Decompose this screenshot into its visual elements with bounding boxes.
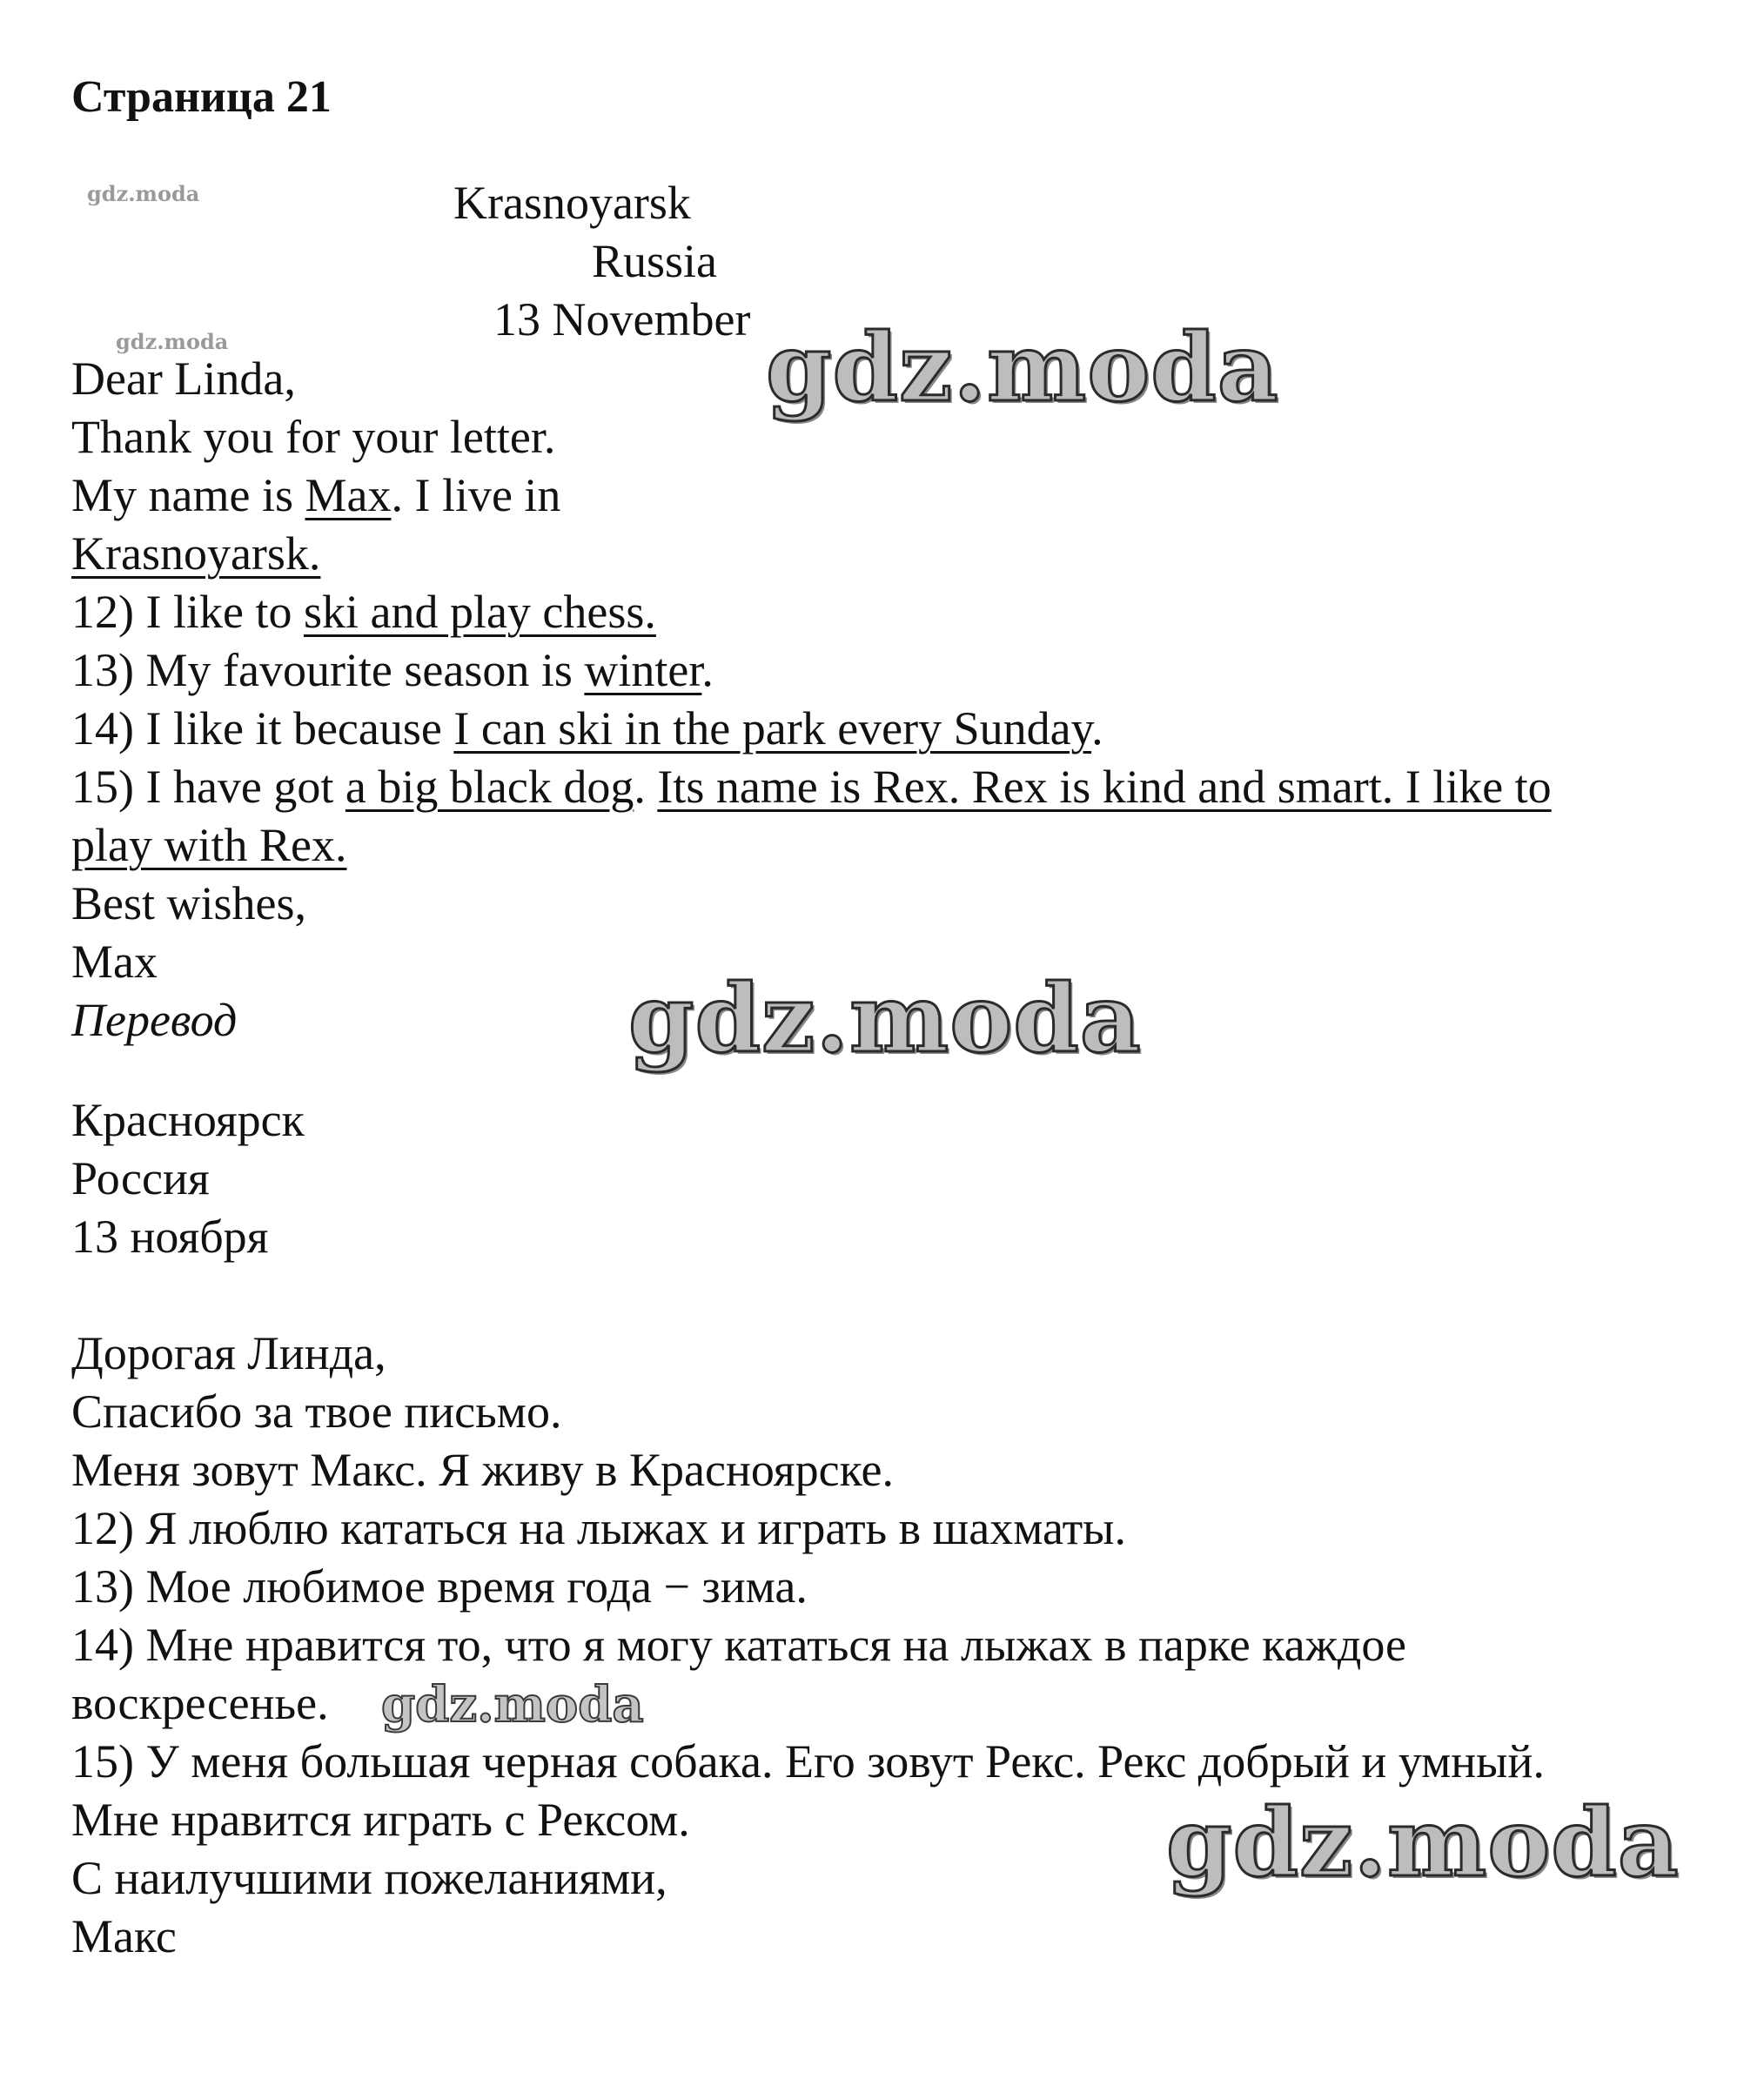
answer-city: Krasnoyarsk. [71,527,321,580]
answer-14: I can ski in the park every Sunday [453,702,1092,755]
ru-letter-thanks: Спасибо за твое письмо. [71,1385,562,1438]
ru-letter-closing: С наилучшими пожеланиями, [71,1852,667,1904]
watermark-medium: gdz.moda [381,1676,644,1734]
letter-line-13: 13) My favourite season is winter. [71,644,714,696]
ru-address-country: Россия [71,1152,210,1204]
address-city: Krasnoyarsk [453,177,691,229]
translation-label: Перевод [71,994,238,1046]
watermark-small: gdz.moda [116,329,229,354]
answer-15b: Its name is Rex. Rex is kind and smart. I like to [657,761,1552,813]
address-country: Russia [592,235,718,287]
answer-12: ski and play chess. [303,586,656,638]
letter-signature: Max [71,936,158,988]
answer-name: Max [305,469,392,521]
letter-line-15-cont [71,816,346,875]
ru-letter-date: 13 ноября [71,1211,269,1263]
ru-letter-line-13: 13) Мое любимое время года − зима. [71,1560,808,1613]
ru-letter-signature: Макс [71,1910,177,1962]
letter-line-14: 14) I like it because I can ski in the park every Sunday. [71,702,1103,755]
letter-closing: Best wishes, [71,877,306,929]
watermark-large: gdz.moda [1166,1788,1680,1898]
letter-line-15: 15) I have got a big black dog. Its name is Rex. Rex is kind and smart. I like to [71,761,1552,813]
letter-date: 13 November [493,293,751,345]
ru-address-city: Красноярск [71,1094,305,1146]
letter-city-line [71,525,320,583]
watermark-small: gdz.moda [87,181,200,206]
ru-letter-line-15: 15) У меня большая черная собака. Его зовут Рекс. Рекс добрый и умный. [71,1735,1545,1788]
page-title: Страница 21 [71,72,332,122]
ru-letter-line-12: 12) Я люблю кататься на лыжах и играть в шахматы. [71,1502,1126,1554]
watermark-large: gdz.moda [628,964,1142,1074]
answer-13: winter [584,644,702,696]
ru-letter-greeting: Дорогая Линда, [71,1327,386,1379]
ru-letter-line-15-cont: Мне нравится играть с Рексом. [71,1794,690,1846]
ru-letter-line-14-cont: воскресенье. [71,1677,329,1729]
ru-letter-intro: Меня зовут Макс. Я живу в Красноярске. [71,1444,894,1496]
letter-thanks: Thank you for your letter. [71,411,556,463]
letter-greeting: Dear Linda, [71,352,296,405]
watermark-large: gdz.moda [766,313,1279,423]
letter-line-12: 12) I like to ski and play chess. [71,586,656,638]
answer-15a: a big black dog [345,761,634,813]
letter-name-line: My name is Max. I live in [71,469,561,521]
ru-letter-line-14: 14) Мне нравится то, что я могу кататься на лыжах в парке каждое [71,1619,1407,1671]
answer-15c: play with Rex. [71,819,347,871]
